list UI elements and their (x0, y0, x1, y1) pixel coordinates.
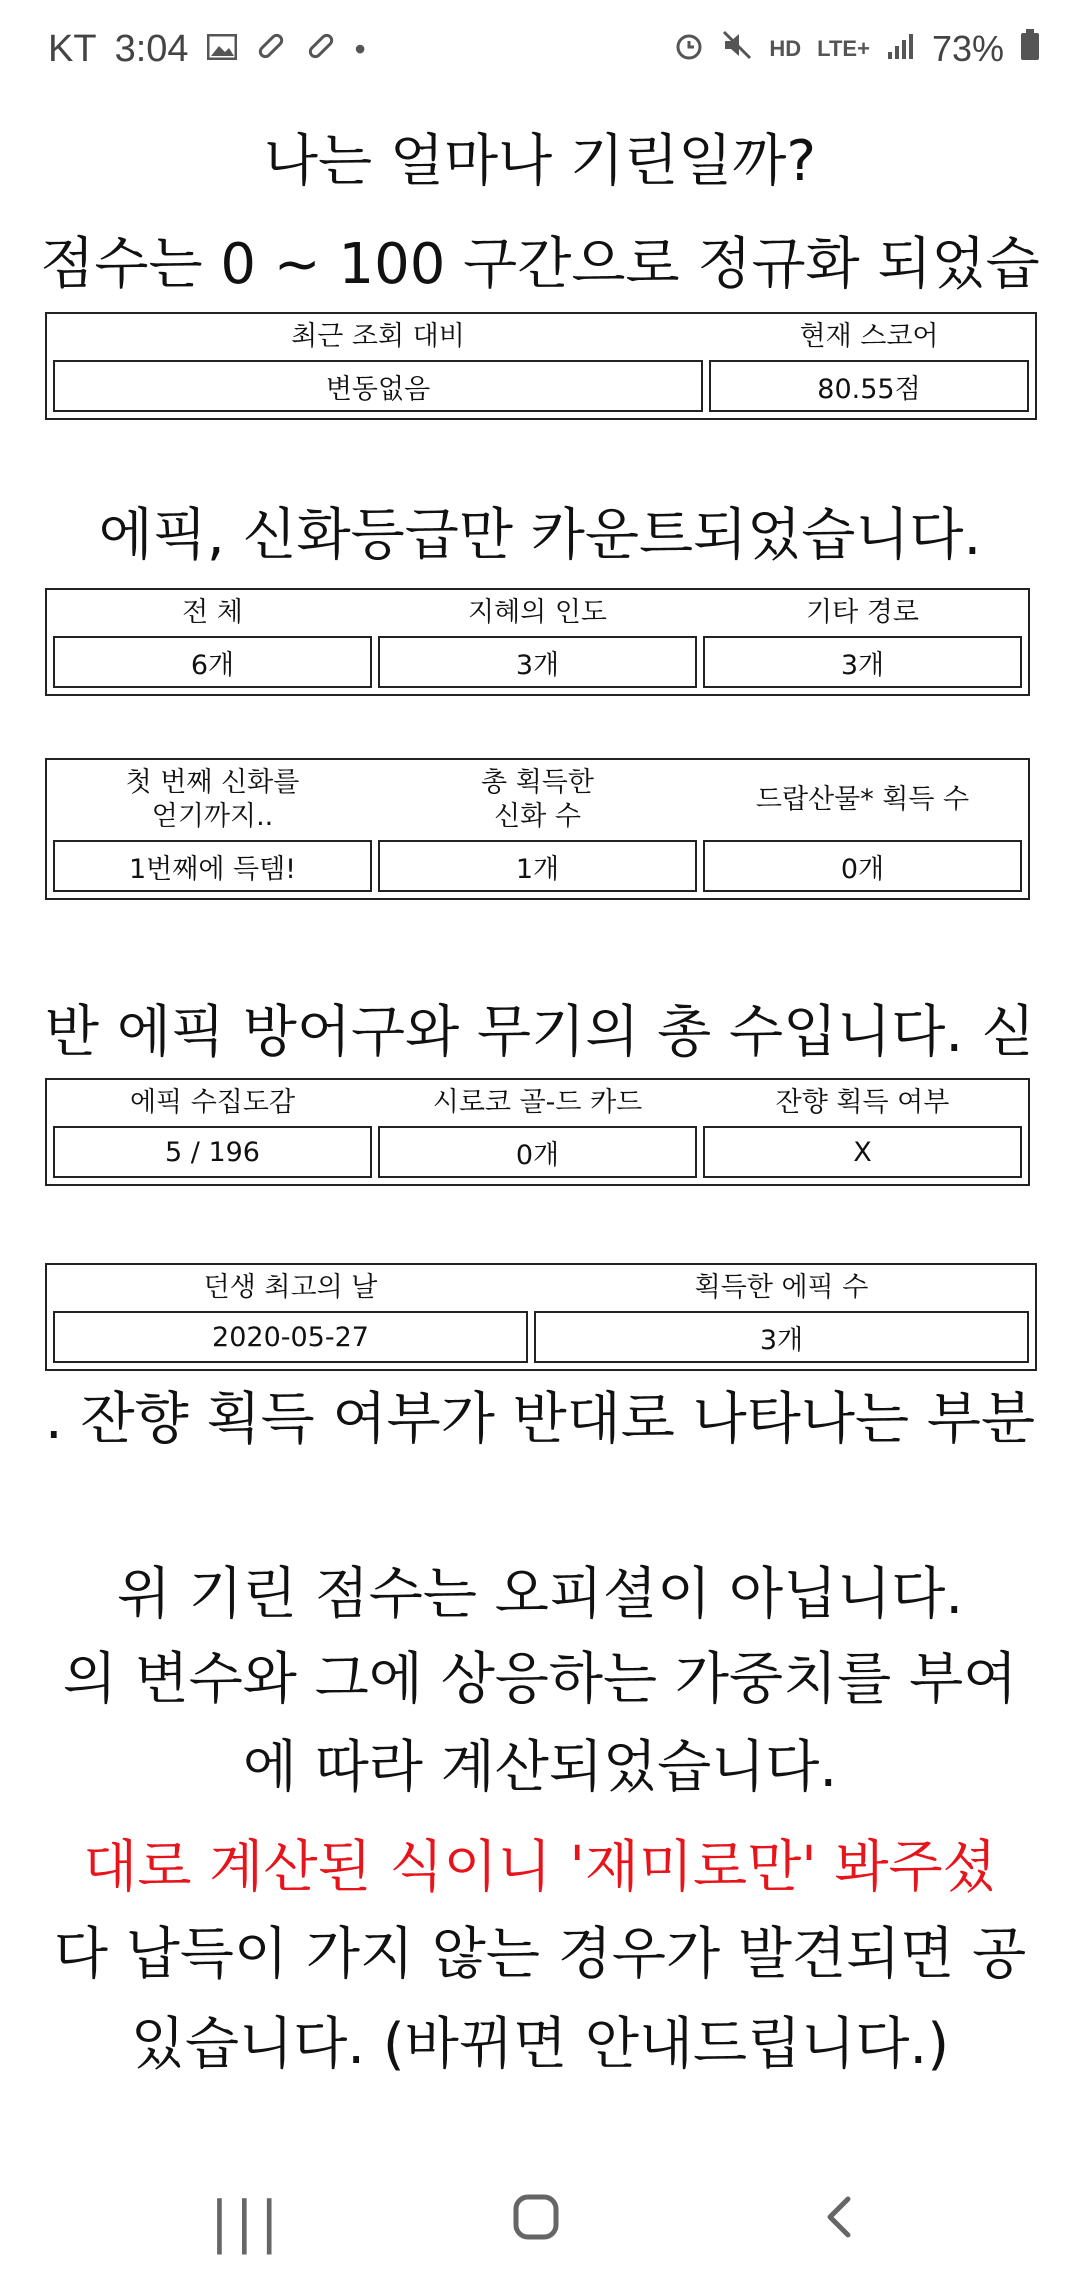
carrier-label: KT (48, 28, 97, 70)
battery-percent: 73% (931, 28, 1004, 69)
score-header-recent: 최근 조회 대비 (291, 321, 465, 352)
status-left (48, 28, 366, 71)
epic-count-note: 에픽, 신화등급만 카운트되었습니다. (98, 503, 982, 568)
recent-apps-button[interactable] (210, 2190, 285, 2255)
myth-header-first: 첫 번째 신화를 얻기까지.. (125, 767, 300, 832)
status-right (673, 28, 1040, 70)
myth-value-first: 1번째에 득템! (53, 840, 372, 892)
score-value-change: 변동없음 (53, 360, 703, 412)
pill-icon (305, 30, 337, 70)
hd-label: HD (769, 36, 802, 61)
alarm-icon (673, 29, 705, 69)
disclaimer-line-1: 위 기린 점수는 오피셜이 아닙니다. (116, 1562, 964, 1627)
disclaimer-line-4: 다 납득이 가지 않는 경우가 발견되면 공 (53, 1922, 1027, 1987)
disclaimer-line-5: 있습니다. (바뀌면 안내드립니다.) (130, 2012, 950, 2077)
battery-icon (1020, 29, 1040, 69)
best-day-table (45, 1263, 1037, 1371)
score-header-current: 현재 스코어 (799, 321, 939, 352)
disclaimer-line-3: 에 따라 계산되었습니다. (242, 1735, 838, 1800)
lte-label: LTE+ (817, 36, 870, 61)
count-value-wisdom: 3개 (378, 636, 697, 688)
page-title: 나는 얼마나 기린일까? (263, 129, 817, 194)
collection-value-echo: X (703, 1126, 1022, 1178)
collection-header-echo: 잔향 획득 여부 (775, 1087, 950, 1118)
back-icon (820, 2190, 860, 2255)
pill-icon (255, 30, 287, 70)
home-button[interactable] (512, 2190, 560, 2255)
reverse-note: . 잔향 획득 여부가 반대로 나타나는 부분 (44, 1387, 1036, 1452)
back-button[interactable] (820, 2190, 860, 2255)
normalize-note: 점수는 0 ~ 100 구간으로 정규화 되었습 (40, 232, 1040, 297)
dot-icon: • (354, 31, 366, 67)
fun-only-warning: 대로 계산된 식이니 '재미로만' 봐주셨 (83, 1835, 997, 1900)
collection-header-siroco: 시로코 골-드 카드 (432, 1087, 643, 1118)
count-value-total: 6개 (53, 636, 372, 688)
collection-value-siroco: 0개 (378, 1126, 697, 1178)
best-day-header-epics: 획득한 에픽 수 (694, 1272, 869, 1303)
collection-value-epic: 5 / 196 (53, 1126, 372, 1178)
navigation-bar (0, 2160, 1080, 2280)
score-table (45, 312, 1037, 420)
myth-value-total: 1개 (378, 840, 697, 892)
count-header-wisdom: 지혜의 인도 (468, 597, 607, 628)
myth-header-drop: 드랍산물* 획득 수 (755, 784, 970, 815)
score-value-current: 80.55점 (709, 360, 1029, 412)
myth-header-total: 총 획득한 신화 수 (481, 767, 594, 832)
best-day-value-date: 2020-05-27 (53, 1311, 528, 1363)
count-table (45, 588, 1030, 696)
count-header-other: 기타 경로 (806, 597, 919, 628)
clock: 3:04 (114, 28, 189, 70)
mute-icon (721, 29, 753, 69)
status-bar (0, 0, 1080, 100)
best-day-value-epics: 3개 (534, 1311, 1029, 1363)
collection-table (45, 1078, 1030, 1186)
myth-value-drop: 0개 (703, 840, 1022, 892)
count-header-total: 전 체 (182, 597, 243, 628)
recent-apps-icon: ||| (210, 2190, 285, 2255)
image-icon (207, 31, 237, 68)
home-icon (512, 2190, 560, 2255)
disclaimer-line-2: 의 변수와 그에 상응하는 가중치를 부여 (62, 1647, 1018, 1712)
count-value-other: 3개 (703, 636, 1022, 688)
myth-table (45, 758, 1030, 900)
best-day-header-date: 던생 최고의 날 (203, 1272, 378, 1303)
total-note: 반 에픽 방어구와 무기의 총 수입니다. 싣 (44, 1000, 1036, 1065)
collection-header-epic: 에픽 수집도감 (129, 1087, 296, 1118)
signal-icon (886, 31, 916, 68)
